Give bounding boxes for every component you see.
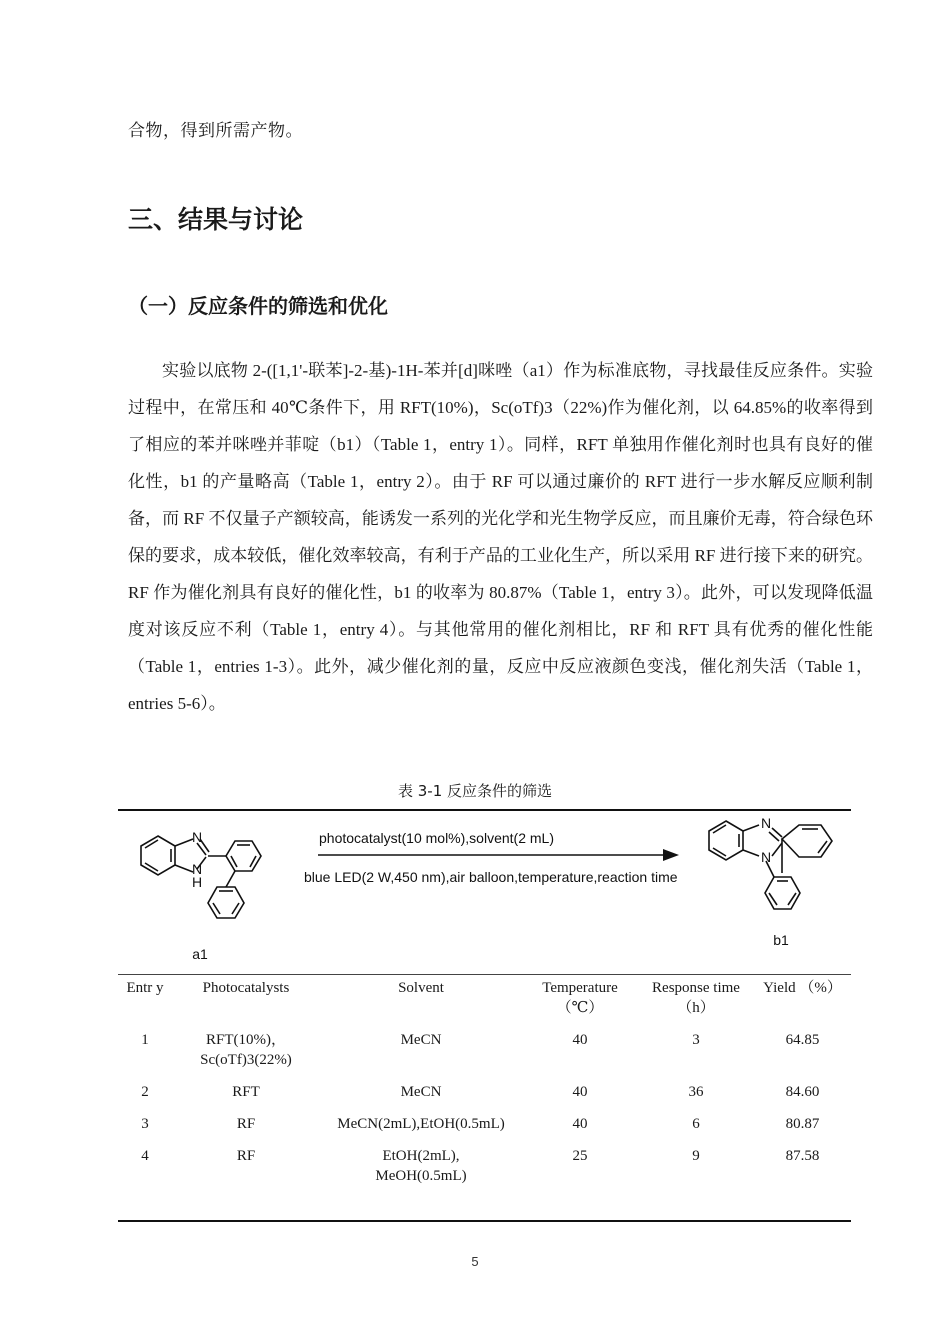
page-number: 5 xyxy=(471,1254,479,1269)
product-atom-n-label: N xyxy=(760,815,772,831)
cell-entry: 3 xyxy=(141,1116,149,1132)
reaction-conditions-above: photocatalyst(10 mol%),solvent(2 mL) xyxy=(319,830,554,846)
table-row xyxy=(118,1114,851,1146)
product-atom-n-label: N xyxy=(760,849,772,865)
cell-solvent: MeCN xyxy=(400,1032,442,1048)
cell-photocatalyst: RFT(10%)，Sc(oTf)3(22%) xyxy=(200,1032,292,1068)
screening-table xyxy=(118,976,851,1198)
cell-solvent: EtOH(2mL), MeOH(0.5mL) xyxy=(375,1148,467,1184)
cell-entry: 2 xyxy=(141,1084,149,1100)
header-temperature: Temperature （℃） xyxy=(542,980,618,1016)
table-header-rule xyxy=(118,974,851,975)
table-header-row xyxy=(118,976,851,1030)
atom-h-label: H xyxy=(191,874,203,890)
cell-time: 36 xyxy=(688,1084,704,1100)
body-paragraph xyxy=(128,352,873,722)
cell-temperature: 40 xyxy=(572,1116,588,1132)
product-b1-structure xyxy=(709,821,832,909)
table-bottom-rule xyxy=(118,1220,851,1222)
table-row xyxy=(118,1146,851,1198)
reaction-arrow-head xyxy=(663,849,679,861)
cell-entry: 4 xyxy=(141,1148,149,1164)
header-entry: Entr y xyxy=(126,980,164,996)
cell-yield: 64.85 xyxy=(785,1032,820,1048)
atom-n-label: N xyxy=(191,829,203,845)
product-label: b1 xyxy=(773,932,789,948)
cell-yield: 80.87 xyxy=(785,1116,820,1132)
header-yield: Yield （%） xyxy=(763,980,842,996)
cell-photocatalyst: RFT xyxy=(232,1084,260,1100)
cell-solvent: MeCN xyxy=(400,1084,442,1100)
reaction-conditions-below: blue LED(2 W,450 nm),air balloon,temperature,reaction time xyxy=(304,869,678,885)
cell-photocatalyst: RF xyxy=(236,1148,256,1164)
cell-temperature: 25 xyxy=(572,1148,588,1164)
header-time: Response time（h） xyxy=(652,980,740,1016)
table-row xyxy=(118,1030,851,1082)
subsection-heading: （一）反应条件的筛选和优化 xyxy=(128,294,388,318)
header-photocatalysts: Photocatalysts xyxy=(202,980,290,996)
cell-time: 9 xyxy=(692,1148,700,1164)
reactant-label: a1 xyxy=(192,946,208,962)
cell-yield: 84.60 xyxy=(785,1084,820,1100)
cell-solvent: MeCN(2mL),EtOH(0.5mL) xyxy=(337,1116,505,1132)
section-heading: 三、结果与讨论 xyxy=(128,205,304,234)
cell-photocatalyst: RF xyxy=(236,1116,256,1132)
table-row xyxy=(118,1082,851,1114)
table-caption: 表 3-1 反应条件的筛选 xyxy=(397,782,553,800)
cell-time: 3 xyxy=(692,1032,700,1048)
continuation-text: 合物，得到所需产物。 xyxy=(128,121,303,140)
header-solvent: Solvent xyxy=(398,980,444,996)
cell-time: 6 xyxy=(692,1116,700,1132)
atom-n-label: N xyxy=(191,861,203,877)
cell-entry: 1 xyxy=(141,1032,149,1048)
cell-temperature: 40 xyxy=(572,1032,588,1048)
reaction-scheme xyxy=(118,811,851,974)
paragraph-text: 实验以底物 2-([1,1'-联苯]-2-基)-1H-苯并[d]咪唑（a1）作为标准底物，寻找最佳反应条件。实验过程中，在常压和 40℃条件下，用 RFT(10%)，Sc(oTf)3（22%)作为催化剂，以 64.85%的收率得到了相应的苯并咪唑并菲啶（b1）（Table 1，entry 1）。同样，RFT 单独用作催化剂时也具有良好的催化性，b1 的产量略高（Table 1，entry 2）。由于 RF 可以通过廉价的 RFT 进行一步水解反应顺利制备，而 RF 不仅量子产额较高，能诱发一系列的光化学和光生物学反应，而且廉价无毒，符合绿色环保的要求，成本较低，催化效率较高，有利于产品的工业化生产，所以采用 RF 进行接下来的研究。RF 作为催化剂具有良好的催化性，b1 的收率为 80.87%（Table 1，entry 3）。此外，可以发现降低温度对该反应不利（Table 1，entry 4）。与其他常用的催化剂相比，RF 和 RFT 具有优秀的催化性能（Table 1，entries 1-3）。此外，减少催化剂的量，反应中反应液颜色变浅，催化剂失活（Table 1，entries 5-6）。 xyxy=(128,361,873,713)
cell-yield: 87.58 xyxy=(785,1148,820,1164)
cell-temperature: 40 xyxy=(572,1084,588,1100)
